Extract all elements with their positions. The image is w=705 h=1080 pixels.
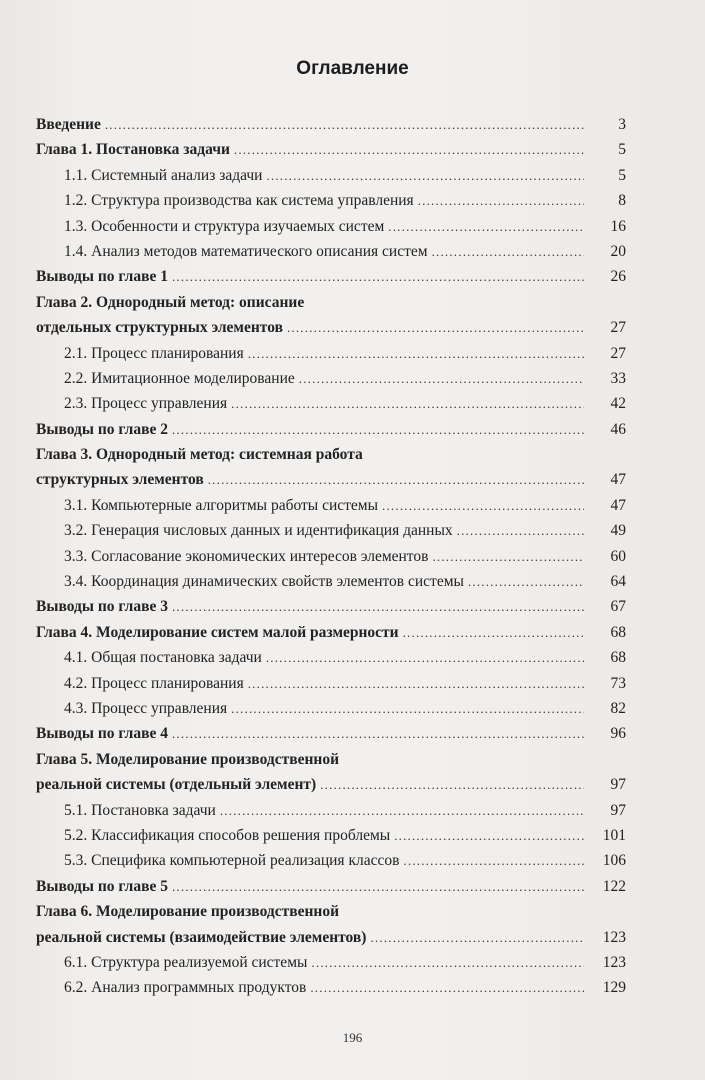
toc-entry-label: Выводы по главе 4 [36,725,168,743]
toc-section-entry [36,341,626,366]
toc-entry-label: отдельных структурных элементов [36,319,283,337]
toc-dot-leader [432,239,584,264]
toc-page-number: 60 [610,547,626,565]
toc-entry-label: 4.3. Процесс управления [64,699,228,717]
toc-page-number: 49 [610,522,626,540]
toc-chapter-entry [36,137,626,162]
toc-entry-label: 1.1. Системный анализ задачи [64,166,263,184]
toc-entry-label: Глава 4. Моделирование систем малой размерности [36,623,399,641]
toc-chapter-entry [36,290,626,315]
toc-entry-label: Глава 6. Моделирование производственной [36,903,340,921]
toc-dot-leader [248,341,584,366]
toc-page-number: 5 [618,166,626,184]
toc-page-number: 64 [610,573,626,591]
toc-entry-label: структурных элементов [36,471,204,489]
page-title: Оглавление [296,58,409,79]
toc-dot-leader [311,950,584,975]
toc-dot-leader [457,518,584,543]
toc-page-number: 101 [602,826,626,844]
toc-dot-leader [468,569,584,594]
toc-dot-leader [208,467,584,492]
toc-entry-label: Выводы по главе 2 [36,420,168,438]
toc-page-number: 129 [602,979,626,997]
toc-entry-label: Выводы по главе 1 [36,268,168,286]
toc-page-number: 27 [610,344,626,362]
toc-page-number: 96 [610,725,626,743]
toc-page-number: 26 [610,268,626,286]
toc-chapter-entry [36,874,626,899]
toc-entry-label: 2.2. Имитационное моделирование [64,369,295,387]
toc-section-entry [36,518,626,543]
toc-entry-label: 5.2. Классификация способов решения проблемы [64,826,391,844]
toc-chapter-entry [36,925,626,950]
toc-section-entry [36,645,626,670]
toc-page-number: 5 [618,141,626,159]
toc-section-entry [36,214,626,239]
toc-entry-label: Глава 1. Постановка задачи [36,141,230,159]
toc-entry-label: 1.4. Анализ методов математического описания систем [64,242,428,260]
toc-chapter-entry [36,594,626,619]
toc-dot-leader [287,315,584,340]
toc-page-number: 3 [618,116,626,133]
toc-dot-leader [234,137,584,162]
toc-entry-label: 1.3. Особенности и структура изучаемых систем [64,217,385,235]
toc-entry-label: Выводы по главе 3 [36,598,168,616]
toc-entry-label: Введение [36,116,101,133]
toc-section-entry [36,493,626,518]
toc-chapter-entry [36,467,626,492]
toc-entry-label: 5.3. Специфика компьютерной реализация классов [64,852,400,870]
toc-dot-leader [172,417,584,442]
toc-section-entry [36,544,626,569]
toc-page-number: 82 [610,699,626,717]
toc-dot-leader [320,772,584,797]
toc-section-entry [36,163,626,188]
toc-entry-label: Выводы по главе 5 [36,877,168,895]
toc-dot-leader [382,493,584,518]
toc-entry-label: 4.2. Процесс планирования [64,674,244,692]
toc-dot-leader [310,975,584,1000]
toc-entry-label: 3.1. Компьютерные алгоритмы работы системы [64,496,379,514]
toc-page-number: 47 [610,496,626,514]
toc-chapter-entry [36,747,626,772]
toc-page-number: 20 [610,242,626,260]
toc-dot-leader [172,264,584,289]
toc-dot-leader [394,823,584,848]
toc-page-number: 122 [602,877,626,895]
toc-dot-leader [266,645,584,670]
toc-entry-label: 2.1. Процесс планирования [64,344,244,362]
toc-dot-leader [403,848,584,873]
toc-section-entry [36,366,626,391]
toc-entry-label: 6.2. Анализ программных продуктов [64,979,307,997]
toc-entry-label: 3.4. Координация динамических свойств элементов системы [64,573,464,591]
toc-chapter-entry [36,264,626,289]
toc-page-number: 73 [610,674,626,692]
footer-page-number: 196 [342,1030,363,1045]
toc-entry-label: Глава 5. Моделирование производственной [36,750,340,768]
toc-dot-leader [231,696,584,721]
toc-entry-label: 3.2. Генерация числовых данных и идентификация данных [64,522,453,540]
toc-dot-leader [172,594,584,619]
toc-section-entry [36,239,626,264]
toc-section-entry [36,391,626,416]
toc-entry-label: 6.1. Структура реализуемой системы [64,953,308,971]
toc-chapter-entry [36,112,626,137]
toc-page-number: 97 [610,801,626,819]
toc-dot-leader [403,620,584,645]
toc-page-number: 123 [602,953,626,971]
toc-entry-label: реальной системы (взаимодействие элементов) [36,928,367,946]
toc-entry-label: Глава 3. Однородный метод: системная работа [36,446,363,464]
toc-dot-leader [172,874,584,899]
toc-page-number: 16 [610,217,626,235]
toc-page-number: 106 [602,852,626,870]
toc-page-number: 68 [610,623,626,641]
toc-chapter-entry [36,899,626,924]
toc-dot-leader [172,721,584,746]
toc-section-entry [36,798,626,823]
toc-entry-label: 5.1. Постановка задачи [64,801,216,819]
toc-section-entry [36,975,626,1000]
table-of-contents [36,112,626,1001]
toc-entry-label: 3.3. Согласование экономических интересов элементов [64,547,429,565]
toc-dot-leader [266,163,584,188]
toc-entry-label: реальной системы (отдельный элемент) [36,776,317,794]
toc-section-entry [36,569,626,594]
toc-entry-label: 4.1. Общая постановка задачи [64,649,262,667]
toc-entry-label: 1.2. Структура производства как система управления [64,192,414,210]
toc-dot-leader [432,544,584,569]
toc-page-number: 8 [618,192,626,210]
toc-section-entry [36,848,626,873]
toc-chapter-entry [36,772,626,797]
toc-dot-leader [231,391,584,416]
toc-dot-leader [388,214,584,239]
toc-page-number: 97 [610,776,626,794]
toc-section-entry [36,696,626,721]
toc-chapter-entry [36,442,626,467]
toc-section-entry [36,188,626,213]
toc-dot-leader [370,925,584,950]
toc-page-number: 123 [602,928,626,946]
toc-chapter-entry [36,315,626,340]
toc-dot-leader [105,112,584,137]
toc-dot-leader [220,798,584,823]
toc-dot-leader [418,188,584,213]
toc-page-number: 46 [610,420,626,438]
toc-page-number: 42 [610,395,626,413]
toc-page-number: 33 [610,369,626,387]
toc-dot-leader [248,671,584,696]
toc-page-number: 27 [610,319,626,337]
toc-entry-label: 2.3. Процесс управления [64,395,228,413]
toc-section-entry [36,671,626,696]
toc-dot-leader [299,366,584,391]
toc-section-entry [36,950,626,975]
toc-page-number: 68 [610,649,626,667]
toc-chapter-entry [36,721,626,746]
toc-chapter-entry [36,417,626,442]
toc-page-number: 47 [610,471,626,489]
toc-chapter-entry [36,620,626,645]
toc-page-number: 67 [610,598,626,616]
toc-entry-label: Глава 2. Однородный метод: описание [36,293,305,311]
toc-section-entry [36,823,626,848]
